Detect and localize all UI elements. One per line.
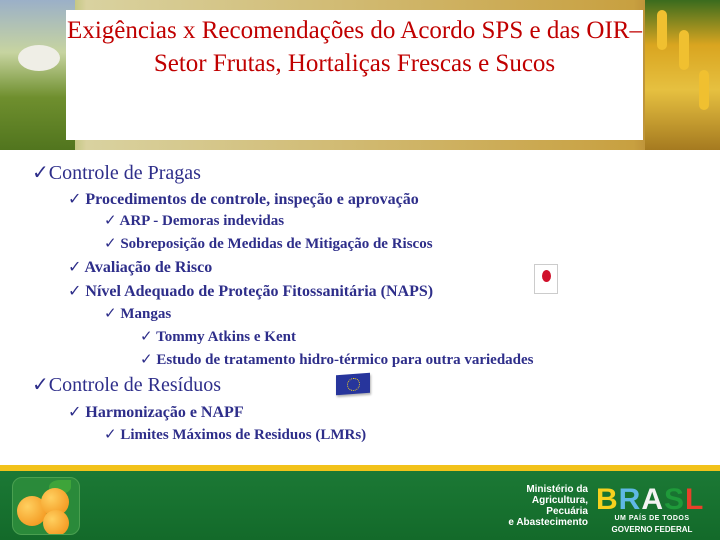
checkmark-icon: ✓ <box>104 234 117 252</box>
checkmark-icon: ✓ <box>68 402 82 421</box>
checkmark-icon: ✓ <box>104 425 117 443</box>
ministry-name <box>488 484 588 528</box>
title-part-x: x <box>176 17 202 44</box>
bullet-arp <box>104 211 284 230</box>
checkmark-icon: ✓ <box>104 304 117 322</box>
checkmark-icon: ✓ <box>32 160 49 184</box>
japan-flag-icon <box>534 264 558 294</box>
checkmark-icon: ✓ <box>140 327 153 345</box>
title-part-exigencias: Exigências <box>67 17 177 44</box>
sheep-icon <box>18 45 60 71</box>
brasil-slogan: UM PAÍS DE TODOS <box>614 515 690 522</box>
brasil-wordmark: BRASL <box>596 483 705 516</box>
checkmark-icon: ✓ <box>104 211 117 229</box>
oranges-logo-icon <box>12 477 80 535</box>
ministry-line-1: Ministério da <box>526 484 588 495</box>
pasture-photo <box>0 0 75 150</box>
bullet-text: Controle de Pragas <box>48 162 201 184</box>
bullet-text: Tommy Atkins e Kent <box>156 329 296 345</box>
corn-icon <box>657 10 667 50</box>
checkmark-icon: ✓ <box>68 257 82 276</box>
bullet-limites <box>104 425 366 444</box>
bullet-text: Limites Máximos de Residuos (LMRs) <box>120 427 367 443</box>
government-label: GOVERNO FEDERAL <box>611 525 693 534</box>
bullet-naps <box>68 281 433 301</box>
bullet-text: Procedimentos de controle, inspeção e aprovação <box>85 191 419 208</box>
ministry-line-3: e Abastecimento <box>508 517 588 528</box>
bullet-procedimentos <box>68 189 419 209</box>
checkmark-icon: ✓ <box>32 372 49 396</box>
bullet-text: Sobreposição de Medidas de Mitigação de Riscos <box>120 236 433 252</box>
bullet-estudo <box>140 350 534 369</box>
corn-icon <box>679 30 689 70</box>
checkmark-icon: ✓ <box>140 350 153 368</box>
slide-title <box>66 14 643 80</box>
checkmark-icon: ✓ <box>68 281 82 300</box>
bullet-tommy-atkins <box>140 327 296 346</box>
bullet-text: Controle de Resíduos <box>48 374 221 396</box>
corn-icon <box>699 70 709 110</box>
bullet-text: Avaliação de Risco <box>84 259 213 276</box>
bullet-text: Estudo de tratamento hidro-térmico para outra variedades <box>156 352 534 368</box>
eu-flag-icon <box>336 373 370 395</box>
ministry-line-2: Agricultura, Pecuária <box>531 495 588 517</box>
bullet-text: Harmonização e NAPF <box>85 404 244 421</box>
bullet-harmonizacao <box>68 402 244 422</box>
footer-stripe <box>0 465 720 471</box>
bullet-controle-pragas <box>32 160 201 185</box>
title-part-recomendacoes: Recomendações do Acordo SPS e das OIR– Setor Frutas, Hortaliças Frescas e Sucos <box>153 17 642 77</box>
bullet-avaliacao <box>68 257 212 277</box>
bullet-text: Nível Adequado de Proteção Fitossanitária (NAPS) <box>85 283 434 300</box>
bullet-mangas <box>104 304 171 323</box>
bullet-sobreposicao <box>104 234 433 253</box>
bullet-text: Mangas <box>120 306 172 322</box>
bullet-text: ARP - Demoras indevidas <box>119 213 285 229</box>
bullet-controle-residuos <box>32 372 221 397</box>
corn-photo <box>645 0 720 150</box>
checkmark-icon: ✓ <box>68 189 82 208</box>
